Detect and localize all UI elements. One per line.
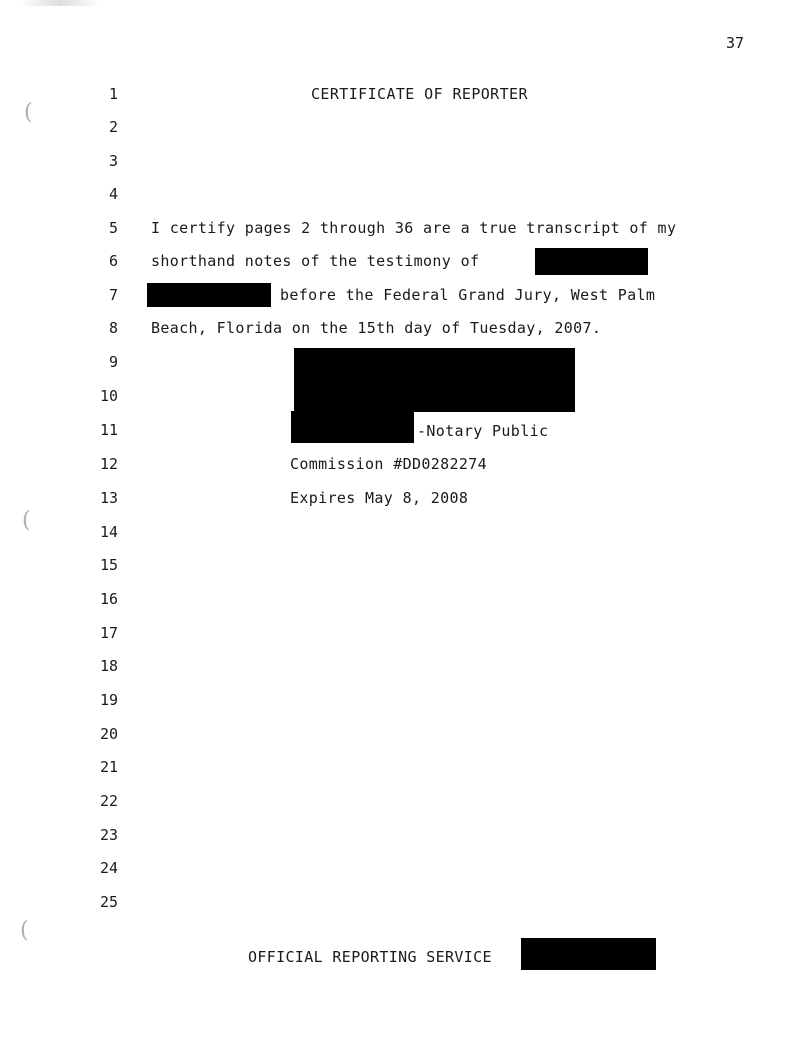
line-number: 22 (99, 792, 118, 810)
certification-line-7: before the Federal Grand Jury, West Palm (280, 286, 656, 304)
line-number: 21 (99, 758, 118, 776)
line-number: 8 (108, 319, 118, 337)
line-number: 6 (108, 252, 118, 270)
page-title: CERTIFICATE OF REPORTER (311, 85, 528, 103)
line-number: 19 (99, 691, 118, 709)
certification-line-8: Beach, Florida on the 15th day of Tuesday, 2007. (151, 319, 602, 337)
line-number: 4 (108, 185, 118, 203)
margin-mark-top: ( (24, 100, 33, 125)
line-number: 7 (108, 286, 118, 304)
line-number: 12 (99, 455, 118, 473)
margin-mark-bottom: ( (20, 918, 29, 943)
commission-expiration: Expires May 8, 2008 (290, 489, 469, 507)
line-number: 18 (99, 657, 118, 675)
line-number: 20 (99, 725, 118, 743)
line-number: 5 (108, 219, 118, 237)
line-number: 15 (99, 556, 118, 574)
scan-smudge (20, 0, 100, 6)
redaction-witness-name-part2 (147, 283, 271, 307)
notary-public-label: -Notary Public (417, 422, 549, 440)
line-number: 23 (99, 826, 118, 844)
line-number: 24 (99, 859, 118, 877)
margin-mark-middle: ( (22, 508, 31, 533)
redaction-notary-name (291, 411, 414, 443)
line-number: 3 (108, 152, 118, 170)
commission-number: Commission #DD0282274 (290, 455, 487, 473)
line-number: 16 (99, 590, 118, 608)
footer-service-name: OFFICIAL REPORTING SERVICE (248, 948, 492, 966)
line-number: 10 (99, 387, 118, 405)
certification-line-6: shorthand notes of the testimony of (151, 252, 480, 270)
certification-line-5: I certify pages 2 through 36 are a true transcript of my (151, 219, 677, 237)
line-number: 2 (108, 118, 118, 136)
line-number: 1 (108, 85, 118, 103)
redaction-footer-contact (521, 938, 656, 970)
line-number: 11 (99, 421, 118, 439)
line-number: 14 (99, 523, 118, 541)
line-number: 9 (108, 353, 118, 371)
line-number: 17 (99, 624, 118, 642)
redaction-signature (294, 348, 575, 412)
line-number: 25 (99, 893, 118, 911)
page-number: 37 (726, 34, 745, 52)
redaction-witness-name-part1 (535, 248, 648, 275)
line-number: 13 (99, 489, 118, 507)
